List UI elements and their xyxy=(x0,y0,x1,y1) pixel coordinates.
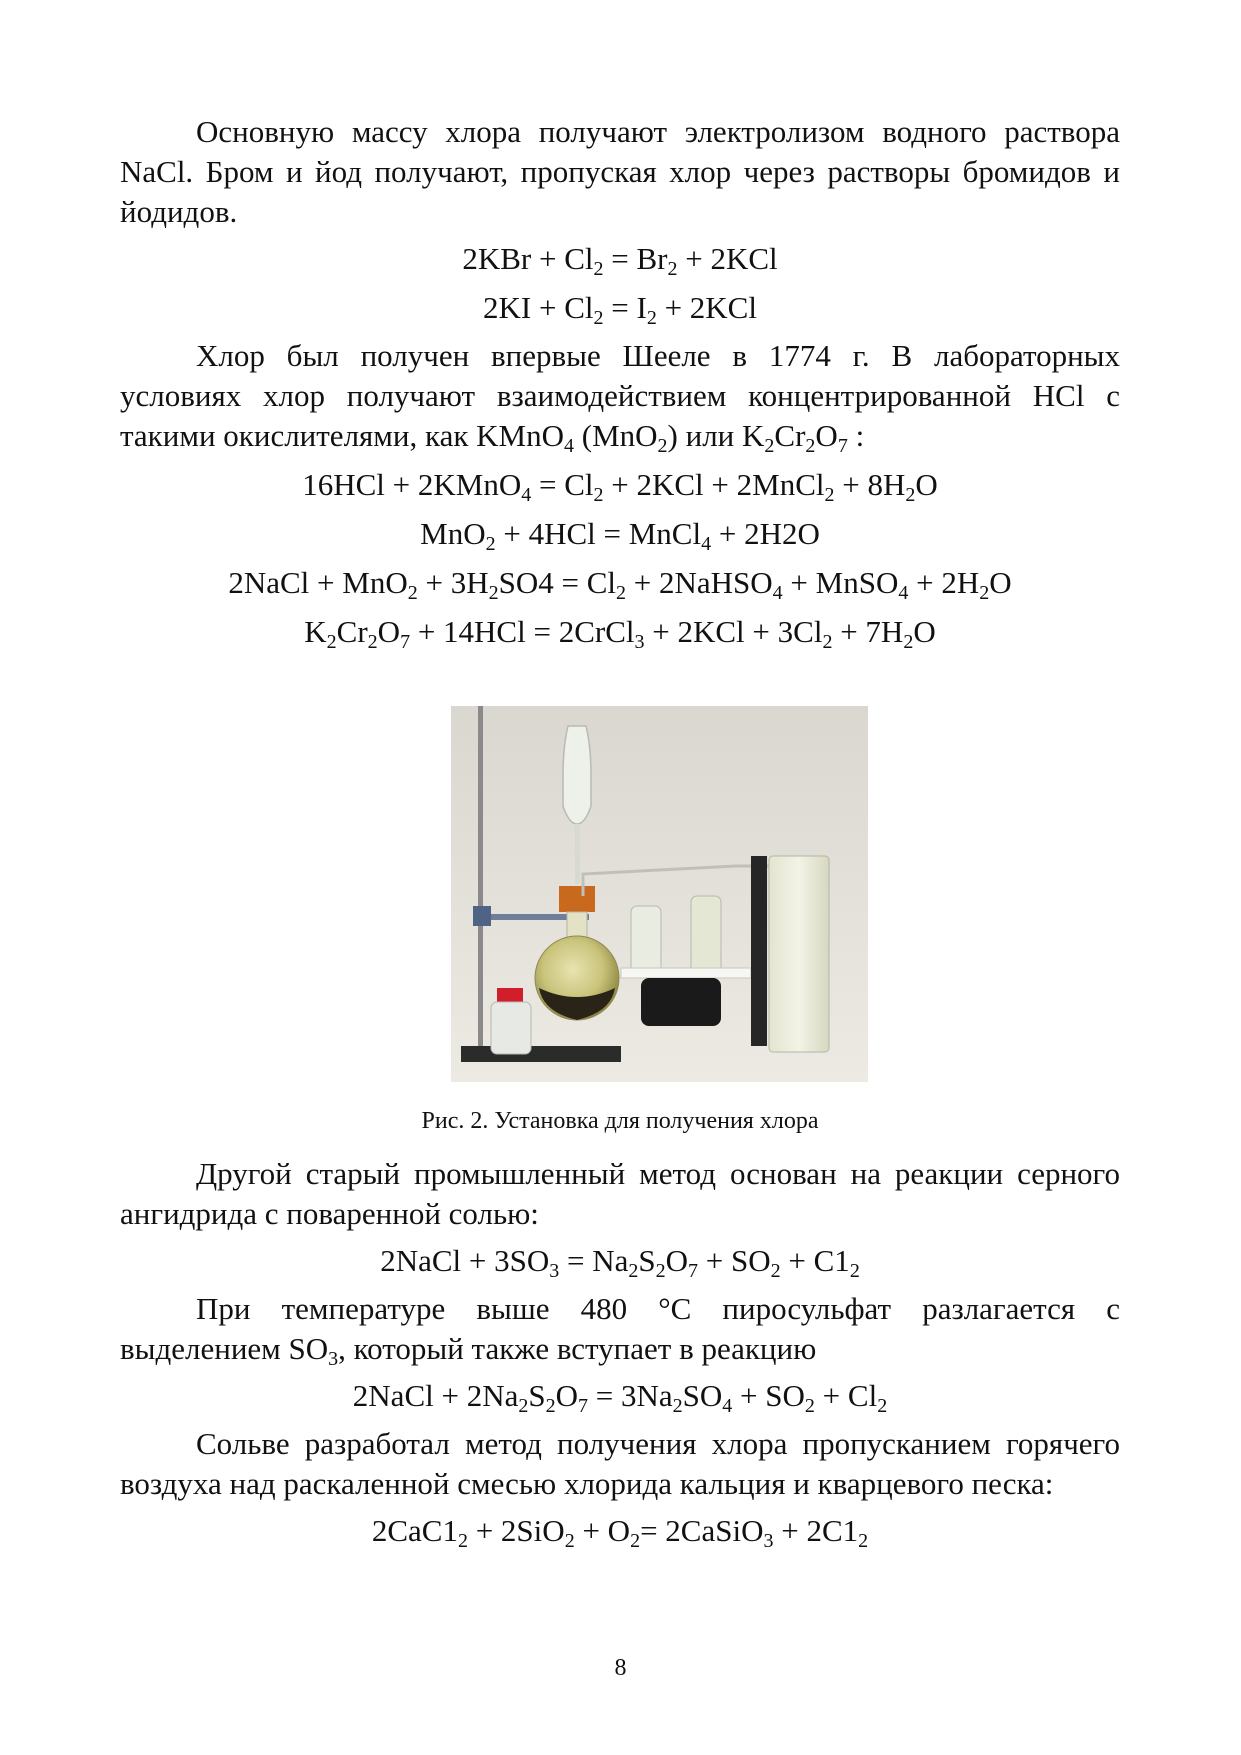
flask-stopper xyxy=(559,886,595,912)
white-plate xyxy=(621,968,751,978)
paragraph-solvay: Сольве разработал метод получения хлора пропусканием горячего воздуха над раскаленной смесью хлорида кальция и кварцевого песка: xyxy=(120,1426,1120,1501)
equation-kmno4: 16HCl + 2KMnO$_4$ = $Cl_2 + 2KCl$ + 2MnCl$_2$ + $8H_2O$ xyxy=(302,467,938,506)
paragraph-scheele: Хлор был получен впервые Шееле в 1774 г. В лабораторных условиях хлор получают взаимодействием концентрированной HCl с такими окислителями, как KMnO$_4$ (MnO$_2$) или $K_2Cr_2O_7$ : xyxy=(120,338,1120,457)
funnel-stem xyxy=(575,824,580,884)
dark-board xyxy=(751,856,767,1046)
page-body-lower xyxy=(120,1154,1120,1555)
dropping-funnel xyxy=(563,726,591,824)
figure-chlorine-apparatus xyxy=(451,706,868,1082)
stand-rod xyxy=(478,706,483,1058)
equation-kbr: $2KBr + Cl_2 = Br_2 + 2KCl$ xyxy=(462,241,778,280)
reagent-bottle xyxy=(491,1002,531,1054)
tall-cylinder xyxy=(769,856,829,1052)
equation-na2s2o7: 2NaCl + $2Na_2S_2O_7 = 3Na_2SO_4 + SO_2 + Cl_2$ xyxy=(352,1378,888,1417)
equation-k2cr2o7: $K_2Cr_2O_7 + 14HCl$ = 2CrCl$_3$ + $2KCl + 3Cl_2 + 7H_2O$ xyxy=(304,614,936,653)
page-number: 8 xyxy=(614,1655,627,1681)
wash-bottle-2 xyxy=(691,896,721,976)
paragraph-electrolysis: Основную массу хлора получают электролизом водного раствора NaCl. Бром и йод получают, пропуская хлор через растворы бромидов и йодидов. xyxy=(120,114,1120,229)
stand-base xyxy=(461,1046,621,1062)
clamp-knob xyxy=(473,906,491,926)
equation-so3: 2NaCl + $3SO_3 = Na_2S_2O_7 + SO_2 + C1_2$ xyxy=(380,1243,860,1282)
reagent-bottle-cap xyxy=(497,988,523,1002)
wash-bottle-1 xyxy=(631,906,661,976)
figure-caption: Рис. 2. Установка для получения хлора xyxy=(421,1108,819,1134)
paragraph-pyrosulfate: При температуре выше 480 °С пиросульфат разлагается с выделением $SO_3$, который также вступает в реакцию xyxy=(120,1291,1120,1370)
black-heater xyxy=(641,978,721,1026)
equation-mno2: MnO$_2$ + 4HCl = MnCl$_4$ + 2H2O xyxy=(420,516,820,555)
equation-cacl2: $2CaC1_2 + 2SiO_2 + O_2=$ 2CaSiO$_3$ + $2C1_2$ xyxy=(371,1513,869,1552)
equation-ki: $2KI + Cl_2 = I_2 + 2KCl$ xyxy=(483,290,757,329)
page-body xyxy=(120,112,1120,656)
equation-nacl-mno2: 2NaCl + $MnO_2 + 3H_2SO4 = Cl_2$ + 2NaHSO$_4$ + MnSO$_4$ + $2H_2O$ xyxy=(228,565,1012,604)
paragraph-old-method: Другой старый промышленный метод основан на реакции серного ангидрида с поваренной солью: xyxy=(120,1156,1120,1231)
